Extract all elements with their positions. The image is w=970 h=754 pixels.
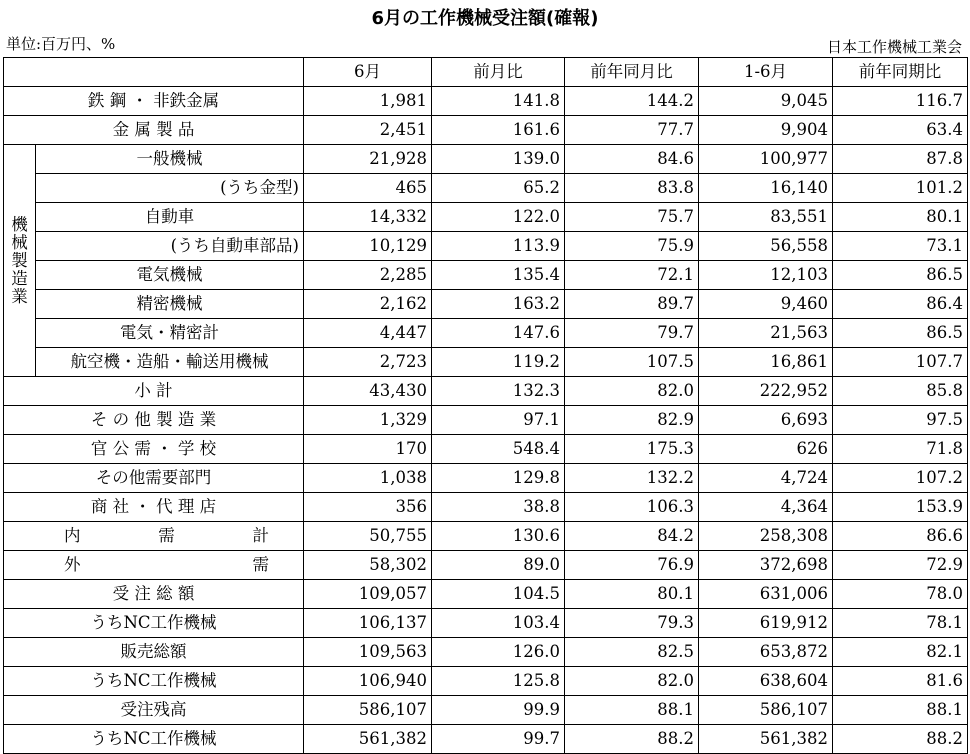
cell-ytd: 653,872 bbox=[699, 638, 833, 667]
table-row bbox=[4, 609, 968, 638]
cell-ytd-yoy: 72.9 bbox=[833, 551, 968, 580]
row-label: 販売総額 bbox=[4, 638, 304, 667]
cell-mom: 113.9 bbox=[432, 232, 565, 261]
header-blank bbox=[4, 58, 304, 87]
col-header-june: 6月 bbox=[304, 58, 432, 87]
cell-ytd: 619,912 bbox=[699, 609, 833, 638]
row-label: うちNC工作機械 bbox=[4, 725, 304, 754]
cell-june: 10,129 bbox=[304, 232, 432, 261]
row-label: 電気機械 bbox=[36, 261, 304, 290]
row-label: そ の 他 製 造 業 bbox=[4, 406, 304, 435]
cell-ytd: 4,724 bbox=[699, 464, 833, 493]
cell-june: 50,755 bbox=[304, 522, 432, 551]
cell-ytd-yoy: 97.5 bbox=[833, 406, 968, 435]
table-row bbox=[4, 522, 968, 551]
cell-ytd-yoy: 63.4 bbox=[833, 116, 968, 145]
row-label: 金 属 製 品 bbox=[4, 116, 304, 145]
cell-mom: 147.6 bbox=[432, 319, 565, 348]
cell-ytd: 16,140 bbox=[699, 174, 833, 203]
cell-ytd-yoy: 85.8 bbox=[833, 377, 968, 406]
table-row bbox=[4, 232, 968, 261]
row-label bbox=[4, 551, 304, 580]
cell-mom: 99.7 bbox=[432, 725, 565, 754]
cell-june: 1,038 bbox=[304, 464, 432, 493]
cell-ytd-yoy: 88.1 bbox=[833, 696, 968, 725]
row-label: 鉄 鋼 ・ 非鉄金属 bbox=[4, 87, 304, 116]
cell-yoy: 106.3 bbox=[565, 493, 699, 522]
cell-mom: 119.2 bbox=[432, 348, 565, 377]
cell-mom: 132.3 bbox=[432, 377, 565, 406]
cell-june: 106,137 bbox=[304, 609, 432, 638]
table-row bbox=[4, 638, 968, 667]
cell-ytd-yoy: 88.2 bbox=[833, 725, 968, 754]
cell-yoy: 79.3 bbox=[565, 609, 699, 638]
cell-june: 170 bbox=[304, 435, 432, 464]
row-label: うちNC工作機械 bbox=[4, 667, 304, 696]
cell-ytd: 9,045 bbox=[699, 87, 833, 116]
row-label: 受 注 総 額 bbox=[4, 580, 304, 609]
cell-mom: 548.4 bbox=[432, 435, 565, 464]
cell-yoy: 89.7 bbox=[565, 290, 699, 319]
cell-ytd: 16,861 bbox=[699, 348, 833, 377]
table-row bbox=[4, 116, 968, 145]
cell-yoy: 84.2 bbox=[565, 522, 699, 551]
cell-yoy: 72.1 bbox=[565, 261, 699, 290]
cell-mom: 104.5 bbox=[432, 580, 565, 609]
row-label: 自動車 bbox=[36, 203, 304, 232]
table-row bbox=[4, 580, 968, 609]
cell-ytd-yoy: 78.0 bbox=[833, 580, 968, 609]
table-row bbox=[4, 696, 968, 725]
table-row bbox=[4, 203, 968, 232]
cell-ytd: 100,977 bbox=[699, 145, 833, 174]
cell-yoy: 82.9 bbox=[565, 406, 699, 435]
table-row bbox=[4, 174, 968, 203]
row-label-char: 需 bbox=[158, 526, 175, 545]
row-label: 受注残高 bbox=[4, 696, 304, 725]
col-header-yoy: 前年同月比 bbox=[565, 58, 699, 87]
cell-ytd: 258,308 bbox=[699, 522, 833, 551]
cell-yoy: 77.7 bbox=[565, 116, 699, 145]
cell-yoy: 82.0 bbox=[565, 667, 699, 696]
row-label bbox=[4, 522, 304, 551]
col-header-ytd: 1-6月 bbox=[699, 58, 833, 87]
cell-yoy: 82.0 bbox=[565, 377, 699, 406]
cell-mom: 99.9 bbox=[432, 696, 565, 725]
cell-june: 2,723 bbox=[304, 348, 432, 377]
col-header-ytd-yoy: 前年同期比 bbox=[833, 58, 968, 87]
row-label-char: 内 bbox=[64, 526, 81, 545]
cell-mom: 103.4 bbox=[432, 609, 565, 638]
table-row bbox=[4, 261, 968, 290]
table-row bbox=[4, 667, 968, 696]
cell-ytd: 9,904 bbox=[699, 116, 833, 145]
cell-june: 356 bbox=[304, 493, 432, 522]
cell-yoy: 80.1 bbox=[565, 580, 699, 609]
cell-mom: 122.0 bbox=[432, 203, 565, 232]
cell-yoy: 132.2 bbox=[565, 464, 699, 493]
cell-ytd-yoy: 107.7 bbox=[833, 348, 968, 377]
cell-mom: 163.2 bbox=[432, 290, 565, 319]
cell-june: 586,107 bbox=[304, 696, 432, 725]
cell-yoy: 75.7 bbox=[565, 203, 699, 232]
row-label: うちNC工作機械 bbox=[4, 609, 304, 638]
cell-june: 2,285 bbox=[304, 261, 432, 290]
cell-ytd: 372,698 bbox=[699, 551, 833, 580]
cell-mom: 130.6 bbox=[432, 522, 565, 551]
cell-ytd-yoy: 116.7 bbox=[833, 87, 968, 116]
cell-ytd: 6,693 bbox=[699, 406, 833, 435]
cell-june: 43,430 bbox=[304, 377, 432, 406]
cell-ytd-yoy: 78.1 bbox=[833, 609, 968, 638]
cell-june: 58,302 bbox=[304, 551, 432, 580]
cell-june: 21,928 bbox=[304, 145, 432, 174]
cell-ytd: 21,563 bbox=[699, 319, 833, 348]
cell-ytd-yoy: 87.8 bbox=[833, 145, 968, 174]
row-label: 航空機・造船・輸送用機械 bbox=[36, 348, 304, 377]
row-label: 一般機械 bbox=[36, 145, 304, 174]
row-label: 電気・精密計 bbox=[36, 319, 304, 348]
cell-june: 4,447 bbox=[304, 319, 432, 348]
cell-june: 1,329 bbox=[304, 406, 432, 435]
cell-ytd-yoy: 107.2 bbox=[833, 464, 968, 493]
cell-june: 2,451 bbox=[304, 116, 432, 145]
cell-yoy: 76.9 bbox=[565, 551, 699, 580]
table-row bbox=[4, 319, 968, 348]
cell-june: 1,981 bbox=[304, 87, 432, 116]
cell-june: 561,382 bbox=[304, 725, 432, 754]
header-row bbox=[4, 58, 968, 87]
cell-june: 109,057 bbox=[304, 580, 432, 609]
table-row bbox=[4, 493, 968, 522]
row-label: 小 計 bbox=[4, 377, 304, 406]
table-row bbox=[4, 87, 968, 116]
cell-ytd: 9,460 bbox=[699, 290, 833, 319]
cell-june: 14,332 bbox=[304, 203, 432, 232]
cell-yoy: 83.8 bbox=[565, 174, 699, 203]
cell-ytd: 4,364 bbox=[699, 493, 833, 522]
cell-ytd: 626 bbox=[699, 435, 833, 464]
cell-ytd-yoy: 71.8 bbox=[833, 435, 968, 464]
cell-ytd: 12,103 bbox=[699, 261, 833, 290]
table-row bbox=[4, 290, 968, 319]
row-label: (うち金型) bbox=[36, 174, 304, 203]
table-row bbox=[4, 406, 968, 435]
cell-mom: 129.8 bbox=[432, 464, 565, 493]
cell-mom: 65.2 bbox=[432, 174, 565, 203]
cell-yoy: 175.3 bbox=[565, 435, 699, 464]
cell-ytd-yoy: 101.2 bbox=[833, 174, 968, 203]
row-label: 精密機械 bbox=[36, 290, 304, 319]
cell-yoy: 75.9 bbox=[565, 232, 699, 261]
cell-mom: 125.8 bbox=[432, 667, 565, 696]
cell-ytd-yoy: 86.4 bbox=[833, 290, 968, 319]
row-label-spread bbox=[64, 527, 269, 545]
cell-june: 2,162 bbox=[304, 290, 432, 319]
cell-june: 465 bbox=[304, 174, 432, 203]
cell-yoy: 79.7 bbox=[565, 319, 699, 348]
table-row bbox=[4, 725, 968, 754]
table-row bbox=[4, 377, 968, 406]
cell-mom: 141.8 bbox=[432, 87, 565, 116]
cell-ytd-yoy: 86.5 bbox=[833, 261, 968, 290]
cell-ytd-yoy: 73.1 bbox=[833, 232, 968, 261]
cell-mom: 89.0 bbox=[432, 551, 565, 580]
table-row bbox=[4, 145, 968, 174]
cell-ytd-yoy: 80.1 bbox=[833, 203, 968, 232]
cell-ytd-yoy: 86.6 bbox=[833, 522, 968, 551]
cell-ytd-yoy: 153.9 bbox=[833, 493, 968, 522]
source-label: 日本工作機械工業会 bbox=[826, 38, 962, 56]
cell-yoy: 82.5 bbox=[565, 638, 699, 667]
row-label: 官 公 需 ・ 学 校 bbox=[4, 435, 304, 464]
table-row bbox=[4, 551, 968, 580]
row-label-spread bbox=[64, 556, 269, 574]
cell-ytd: 586,107 bbox=[699, 696, 833, 725]
cell-mom: 97.1 bbox=[432, 406, 565, 435]
cell-mom: 161.6 bbox=[432, 116, 565, 145]
cell-yoy: 144.2 bbox=[565, 87, 699, 116]
cell-mom: 126.0 bbox=[432, 638, 565, 667]
cell-ytd-yoy: 86.5 bbox=[833, 319, 968, 348]
row-label-char: 外 bbox=[64, 555, 81, 574]
cell-ytd: 561,382 bbox=[699, 725, 833, 754]
row-label: (うち自動車部品) bbox=[36, 232, 304, 261]
side-group-label bbox=[4, 145, 36, 377]
orders-table bbox=[3, 57, 968, 754]
row-label-char: 需 bbox=[252, 555, 269, 574]
cell-ytd: 638,604 bbox=[699, 667, 833, 696]
cell-june: 106,940 bbox=[304, 667, 432, 696]
cell-june: 109,563 bbox=[304, 638, 432, 667]
cell-yoy: 84.6 bbox=[565, 145, 699, 174]
table-row bbox=[4, 435, 968, 464]
cell-yoy: 88.1 bbox=[565, 696, 699, 725]
cell-mom: 38.8 bbox=[432, 493, 565, 522]
cell-ytd: 631,006 bbox=[699, 580, 833, 609]
unit-label: 単位:百万円、% bbox=[6, 35, 116, 53]
row-label-char: 計 bbox=[252, 526, 269, 545]
side-group-text: 機械製造業 bbox=[11, 214, 28, 306]
table-row bbox=[4, 348, 968, 377]
row-label: 商 社 ・ 代 理 店 bbox=[4, 493, 304, 522]
table-row bbox=[4, 464, 968, 493]
cell-ytd: 83,551 bbox=[699, 203, 833, 232]
cell-mom: 139.0 bbox=[432, 145, 565, 174]
cell-ytd: 222,952 bbox=[699, 377, 833, 406]
cell-ytd: 56,558 bbox=[699, 232, 833, 261]
cell-ytd-yoy: 82.1 bbox=[833, 638, 968, 667]
cell-yoy: 107.5 bbox=[565, 348, 699, 377]
cell-ytd-yoy: 81.6 bbox=[833, 667, 968, 696]
page-title: 6月の工作機械受注額(確報) bbox=[371, 8, 599, 29]
cell-yoy: 88.2 bbox=[565, 725, 699, 754]
cell-mom: 135.4 bbox=[432, 261, 565, 290]
col-header-mom: 前月比 bbox=[432, 58, 565, 87]
row-label: その他需要部門 bbox=[4, 464, 304, 493]
